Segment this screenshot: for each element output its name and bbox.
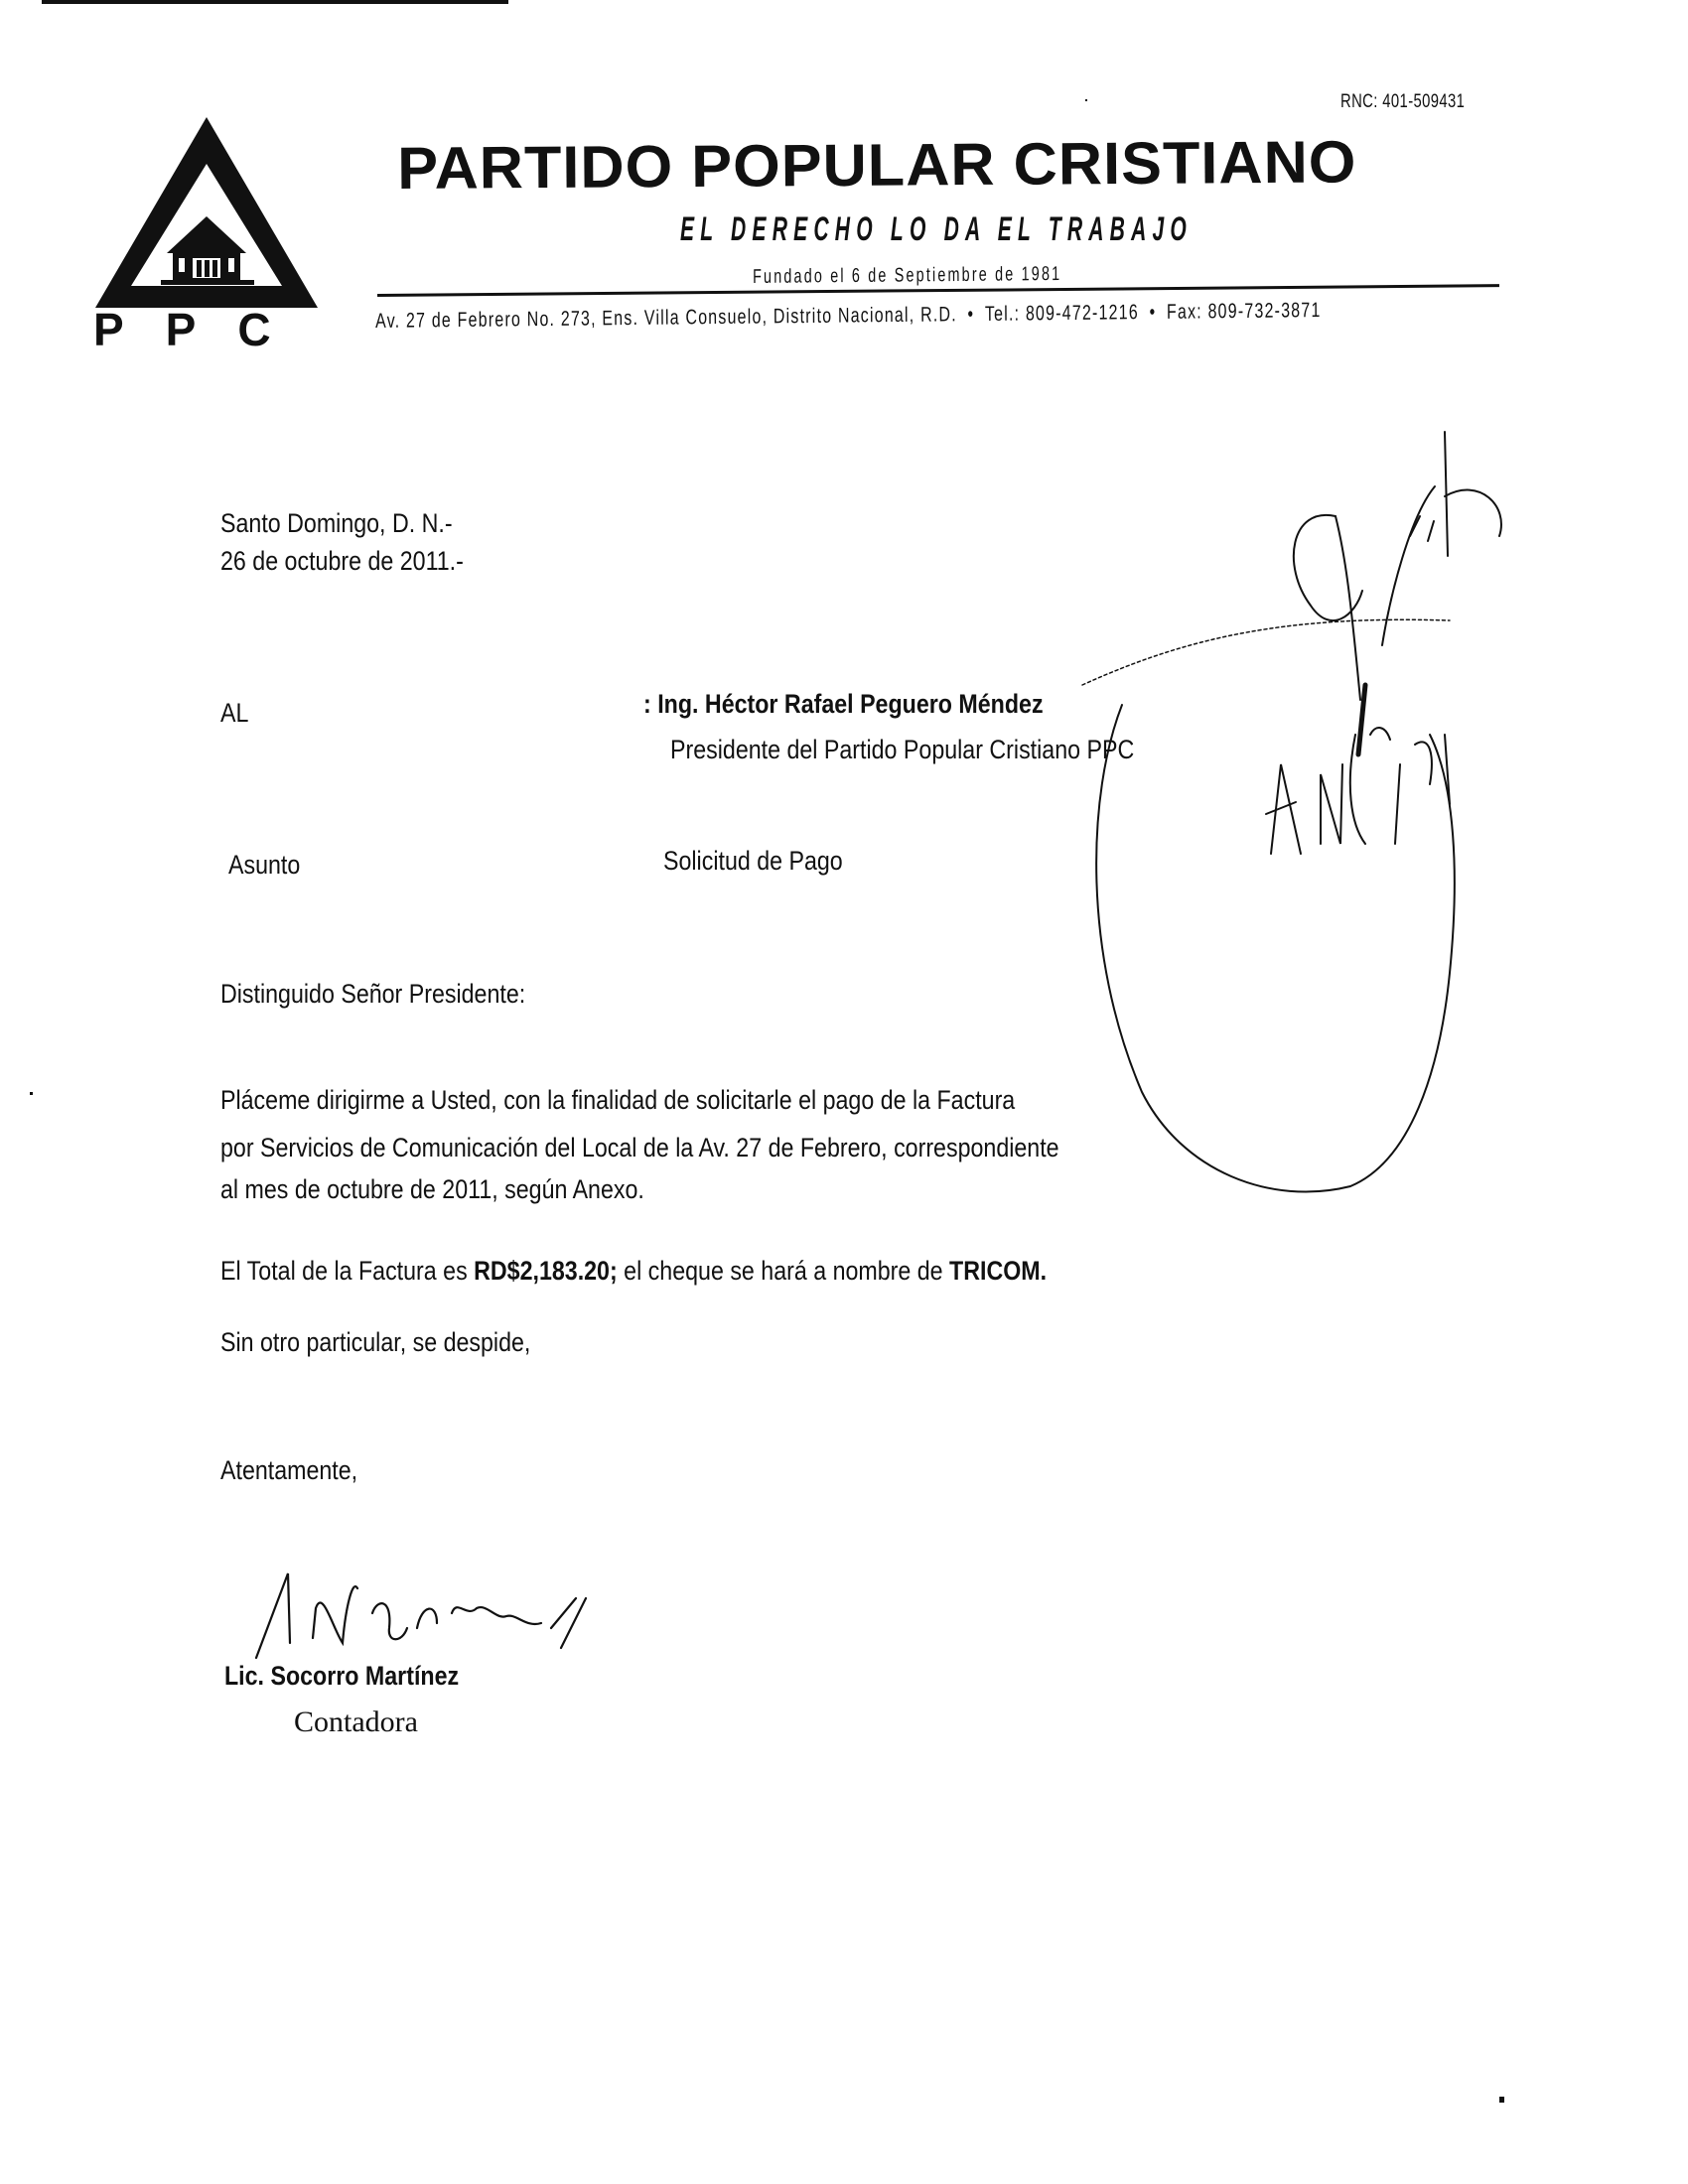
bullet-separator: •: [967, 303, 975, 327]
circled-annotation: [1096, 705, 1455, 1192]
total-line: [220, 1256, 1047, 1287]
slogan: EL DERECHO LO DA EL TRABAJO: [680, 210, 1194, 248]
organization-name: PARTIDO POPULAR CRISTIANO: [397, 128, 1357, 202]
top-edge-rule: [42, 0, 508, 4]
signer-signature: [256, 1573, 586, 1658]
rnc-number: RNC: 401-509431: [1340, 91, 1466, 112]
paragraph-line: al mes de octubre de 2011, según Anexo.: [220, 1174, 644, 1204]
ppc-logo: [87, 109, 326, 347]
recipient-name: Ing. Héctor Rafael Peguero Méndez: [657, 689, 1044, 719]
total-amount: RD$2,183.20;: [474, 1256, 618, 1286]
date: 26 de octubre de 2011.-: [220, 546, 464, 576]
to-label: AL: [220, 698, 249, 728]
phone-number: Tel.: 809-472-1216: [984, 301, 1139, 326]
to-colon: :: [643, 689, 651, 719]
total-middle: el cheque se hará a nombre de: [617, 1256, 950, 1286]
scribble-signature: [1266, 728, 1450, 854]
paragraph-line: por Servicios de Comunicación del Local de la Av. 27 de Febrero, correspondiente: [220, 1133, 1059, 1162]
contact-line: [375, 299, 1322, 334]
scan-speck: [1085, 99, 1087, 101]
recipient-title: Presidente del Partido Popular Cristiano PPC: [670, 735, 1135, 764]
fax-number: Fax: 809-732-3871: [1166, 299, 1322, 324]
logo-letters: PPC: [93, 304, 313, 347]
closing-line: Sin otro particular, se despide,: [220, 1327, 531, 1357]
scan-speck: [1499, 2097, 1504, 2103]
signer-name: Lic. Socorro Martínez: [224, 1661, 460, 1691]
salutation: Distinguido Señor Presidente:: [220, 979, 526, 1009]
payee: TRICOM.: [949, 1256, 1048, 1286]
address: Av. 27 de Febrero No. 273, Ens. Villa Consuelo, Distrito Nacional, R.D.: [375, 303, 957, 333]
place: Santo Domingo, D. N.-: [220, 508, 453, 538]
approval-signature: [1082, 432, 1501, 754]
total-prefix: El Total de la Factura es: [220, 1256, 475, 1286]
subject: Solicitud de Pago: [663, 846, 843, 876]
bullet-separator: •: [1149, 300, 1157, 325]
recipient-line: [643, 689, 1044, 720]
subject-label: Asunto: [228, 850, 301, 880]
founded-date: Fundado el 6 de Septiembre de 1981: [753, 262, 1062, 288]
signer-title: Contadora: [294, 1706, 418, 1738]
scan-speck: [30, 1092, 33, 1095]
paragraph-line: Pláceme dirigirme a Usted, con la finalidad de solicitarle el pago de la Factura: [220, 1085, 1016, 1115]
sign-off: Atentamente,: [220, 1455, 358, 1485]
